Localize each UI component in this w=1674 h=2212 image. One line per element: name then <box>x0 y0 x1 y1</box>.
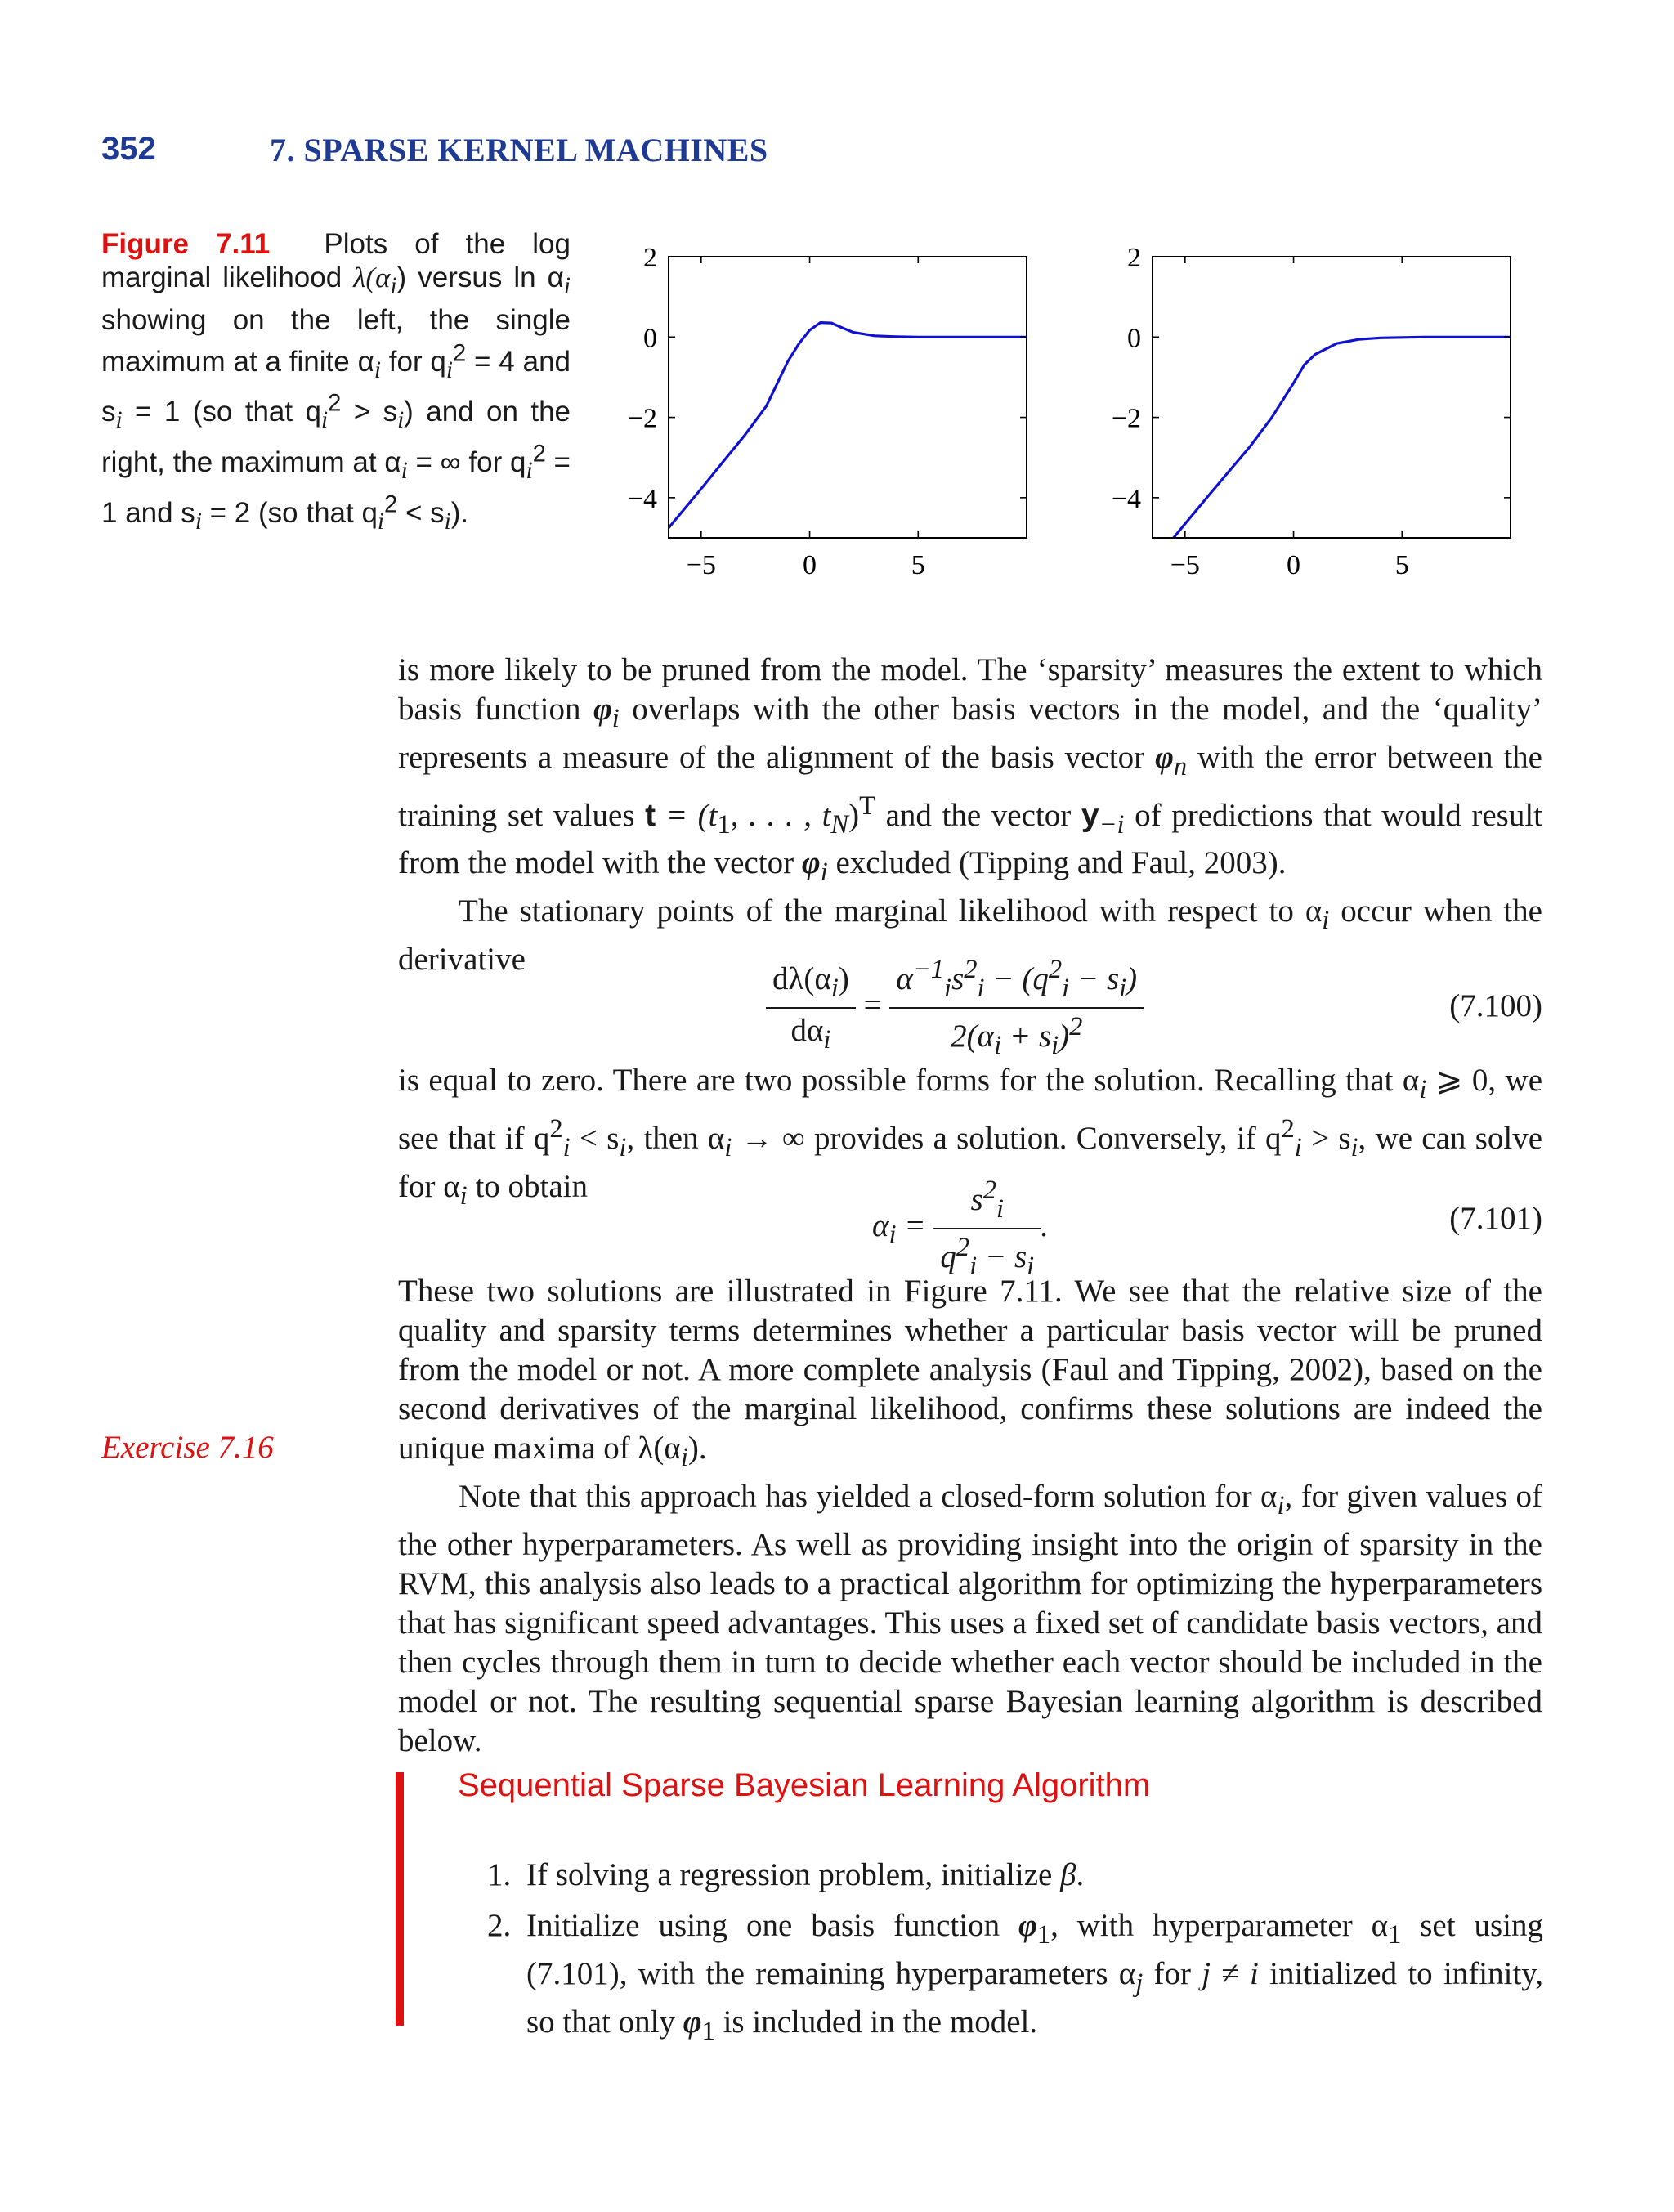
paragraph-1 <box>398 651 1542 979</box>
text-run: Note that this approach has yielded a closed-form solution for α <box>459 1478 1278 1514</box>
text-run: set using (7.101), with the remaining hyperparameters α <box>526 1908 1544 1991</box>
subscript: i <box>830 973 839 1003</box>
subscript: i <box>1027 1251 1035 1281</box>
plot-frame <box>1153 257 1511 538</box>
eq100-lhs <box>766 960 856 1055</box>
subscript: i <box>994 1030 1002 1060</box>
phi-symbol: φ <box>683 2004 702 2040</box>
x-tick-label: 0 <box>1287 550 1301 580</box>
exercise-link[interactable]: Exercise 7.16 <box>101 1430 274 1465</box>
y-tick-label: 2 <box>643 245 657 273</box>
figure-caption <box>101 227 571 539</box>
text-run: ⩾ 0, we see that if q <box>398 1063 1542 1156</box>
caption-run: 2 <box>384 490 398 517</box>
equation-number: (7.100) <box>1449 988 1542 1023</box>
caption-run: < s <box>397 496 445 529</box>
text-run: Initialize using one basis function <box>526 1908 1019 1943</box>
caption-run: ) and on the right, the maximum at α <box>101 396 571 478</box>
caption-text <box>101 228 571 535</box>
series-line <box>1153 337 1511 562</box>
subscript: i <box>996 1193 1004 1224</box>
y-tick-label: 2 <box>1127 245 1141 273</box>
text-run: with the error between the training set values <box>398 739 1542 833</box>
caption-run: Plots of the log marginal likelihood <box>101 228 571 293</box>
subscript: i <box>969 1251 978 1281</box>
caption-run: 2 <box>453 340 467 366</box>
y-tick-label: 0 <box>1127 323 1141 354</box>
text-run: The stationary points of the marginal likelihood with respect to α <box>459 893 1323 929</box>
text-run: s <box>970 1182 983 1217</box>
text-run: , then α <box>626 1120 725 1156</box>
caption-run: = 4 and s <box>101 345 571 428</box>
text-run: of predictions that would result from the model with the vector <box>398 797 1543 881</box>
subscript: 1 <box>717 809 731 840</box>
vector-y: y <box>1081 797 1099 833</box>
plot-right <box>1072 245 1530 589</box>
caption-run: ). <box>450 496 469 529</box>
caption-run: = 1 and s <box>101 446 571 529</box>
caption-run: i <box>195 508 202 535</box>
subscript: i <box>1051 1030 1059 1060</box>
x-tick-label: 5 <box>911 550 925 580</box>
y-tick-label: 0 <box>643 323 657 354</box>
caption-run: i <box>377 508 385 535</box>
superscript: 2 <box>964 955 978 984</box>
text-run: < s <box>570 1120 620 1156</box>
superscript: 2 <box>1069 1011 1083 1041</box>
text-run: q <box>940 1238 956 1274</box>
text-run: j <box>1202 1955 1211 1991</box>
caption-run: i <box>526 457 533 484</box>
text-run: ) <box>1059 1018 1070 1054</box>
subscript: i <box>1322 905 1330 935</box>
text-run: , we can solve for α <box>398 1120 1543 1204</box>
subscript: j <box>1135 1968 1144 1998</box>
subscript: i <box>823 1024 831 1055</box>
subscript: i <box>724 1132 732 1162</box>
text-run: − (q <box>984 961 1049 996</box>
caption-run: = ∞ for q <box>407 446 526 478</box>
subscript: i <box>562 1132 571 1162</box>
plot-left <box>589 245 1046 589</box>
text-run: → ∞ provides a solution. Conversely, if q <box>732 1120 1282 1156</box>
text-run: is equal to zero. There are two possible forms for the solution. Recalling that α <box>398 1063 1420 1098</box>
caption-run: i <box>444 508 451 535</box>
superscript: 2 <box>1048 955 1063 984</box>
list-item <box>487 1856 1543 1895</box>
series-line <box>669 323 1027 528</box>
caption-run: 2 <box>532 441 546 468</box>
text-run: ). <box>687 1431 707 1466</box>
subscript: i <box>619 1132 627 1162</box>
text-run: − s <box>1069 961 1120 996</box>
caption-run: ) versus ln α <box>396 262 564 293</box>
beta-symbol: β <box>1060 1857 1076 1892</box>
text-run: If solving a regression problem, initialize <box>526 1857 1061 1892</box>
y-tick-label: −4 <box>627 483 657 514</box>
subscript: i <box>1294 1132 1302 1162</box>
period: . <box>1041 1207 1049 1243</box>
text-run: 2(α <box>951 1018 995 1054</box>
text-run: ) <box>848 797 860 833</box>
superscript: 2 <box>1281 1113 1295 1144</box>
caption-run: i <box>445 356 453 383</box>
algorithm-title: Sequential Sparse Bayesian Learning Algorithm <box>458 1767 1151 1803</box>
text-run: > s <box>1301 1120 1351 1156</box>
algorithm-bar <box>396 1772 404 2026</box>
text-run: α <box>896 961 913 996</box>
subscript: 1 <box>1036 1919 1051 1950</box>
subscript: i <box>611 703 620 733</box>
phi-symbol: φ <box>1018 1908 1037 1943</box>
caption-run: i <box>115 407 123 434</box>
item-number: 2. <box>487 1908 512 1943</box>
caption-run: showing on the left, the single maximum at a finite α <box>101 304 571 378</box>
chapter-title: 7. SPARSE KERNEL MACHINES <box>270 132 768 168</box>
caption-run: for q <box>380 345 446 378</box>
superscript: −1 <box>912 955 945 984</box>
y-tick-label: −2 <box>1111 403 1141 434</box>
list-item <box>487 1906 1543 2050</box>
text-run: excluded (Tipping and Faul, 2003). <box>827 845 1287 881</box>
eq100-rhs <box>889 955 1144 1061</box>
subscript: i <box>820 857 828 888</box>
page-number: 352 <box>101 131 156 167</box>
subscript: −i <box>1099 809 1125 840</box>
caption-run: i <box>374 356 381 383</box>
equals-sign: = <box>863 987 890 1023</box>
subscript: i <box>1277 1490 1285 1520</box>
text-run: and the vector <box>875 797 1081 833</box>
subscript: i <box>1419 1074 1427 1104</box>
y-tick-label: −4 <box>1111 483 1141 514</box>
equation-number: (7.101) <box>1449 1201 1542 1236</box>
caption-run: i <box>563 273 571 299</box>
caption-run: 2 <box>328 390 342 417</box>
item-number: 1. <box>487 1857 512 1892</box>
phi-symbol: φ <box>801 845 821 881</box>
text-run: , . . . , t <box>730 797 831 833</box>
caption-run: i <box>320 407 329 434</box>
subscript: N <box>830 809 849 840</box>
text-run: + s <box>1001 1018 1052 1054</box>
text-run: ) <box>838 961 849 996</box>
text-run: occur when the derivative <box>398 893 1542 977</box>
subscript: i <box>944 973 952 1003</box>
text-run: initialized to infinity, so that only <box>526 1955 1543 2040</box>
subscript: i <box>680 1442 688 1472</box>
phi-symbol: φ <box>1155 739 1174 775</box>
text-run: ) <box>1126 961 1138 996</box>
subscript: 1 <box>1388 1919 1402 1950</box>
caption-run: i <box>397 407 405 434</box>
text-run: = (t <box>656 797 718 833</box>
subscript: i <box>459 1180 468 1211</box>
text-run: is more likely to be pruned from the model. The ‘sparsity’ measures the extent to which basis function <box>398 652 1542 727</box>
subscript: i <box>977 973 985 1003</box>
text-run: dλ(α <box>772 961 831 996</box>
text-run: , for given values of the other hyperparameters. As well as providing insight into the origin of sparsity in the RVM, this analysis also leads to a practical algorithm for optimizing the hyperparameters that has significant speed advantages. This uses a fixed set of candidate basis vectors, and then cycles through them in turn to decide whether each vector should be included in the model or not. The resulting sequential sparse Bayesian learning algorithm is described below. <box>398 1478 1542 1758</box>
text-run: is included in the model. <box>714 2004 1038 2040</box>
text-run: , with hyperparameter α <box>1050 1908 1389 1943</box>
figure-label: Figure 7.11 <box>101 228 271 260</box>
phi-symbol: φ <box>593 692 612 727</box>
superscript: 2 <box>549 1113 563 1144</box>
text-run: α <box>872 1207 889 1243</box>
caption-run: = 1 (so that q <box>122 396 321 428</box>
caption-run: > s <box>341 396 398 428</box>
text-run: − s <box>977 1238 1027 1274</box>
superscript: 2 <box>956 1232 970 1262</box>
superscript: 2 <box>982 1175 996 1205</box>
x-tick-label: 5 <box>1394 550 1409 580</box>
vector-t: t <box>645 797 656 833</box>
x-tick-label: −5 <box>686 550 716 580</box>
caption-run: i <box>390 273 397 299</box>
text-run: i <box>1250 1955 1259 1991</box>
text-run: dα <box>790 1012 824 1048</box>
text-run: . <box>1076 1857 1085 1892</box>
x-tick-label: −5 <box>1170 550 1200 580</box>
text-run: s <box>951 961 965 996</box>
caption-run: i <box>401 457 408 484</box>
equals-sign: = <box>904 1207 934 1243</box>
text-run: for <box>1143 1955 1202 1991</box>
superscript: T <box>859 790 875 821</box>
subscript: n <box>1173 751 1188 781</box>
subscript: i <box>888 1220 897 1250</box>
subscript: i <box>1350 1132 1358 1162</box>
text-run: overlaps with the other basis vectors in the model, and the ‘quality’ represents a measure of the alignment of the basis vector <box>398 692 1543 775</box>
caption-run: = 2 (so that q <box>201 496 378 529</box>
paragraph-4 <box>398 1272 1542 1761</box>
subscript: 1 <box>701 2016 715 2046</box>
algorithm-steps <box>487 1856 1543 2062</box>
text-run: These two solutions are illustrated in Figure 7.11. We see that the relative size of the quality and sparsity terms determines whether a particular basis vector will be pruned from the model or not. A more complete analysis (Faul and Tipping, 2002), based on the second derivatives of the marginal likelihood, confirms these solutions are indeed the unique maxima of λ(α <box>398 1274 1542 1466</box>
eq101-fraction <box>933 1175 1041 1282</box>
plot-frame <box>669 257 1027 538</box>
subscript: i <box>1062 973 1070 1003</box>
text-run: to obtain <box>467 1168 589 1204</box>
y-tick-label: −2 <box>627 403 657 434</box>
caption-run: λ(α <box>353 262 391 293</box>
x-tick-label: 0 <box>803 550 817 580</box>
subscript: i <box>1119 973 1127 1003</box>
text-run: ≠ <box>1211 1955 1251 1991</box>
